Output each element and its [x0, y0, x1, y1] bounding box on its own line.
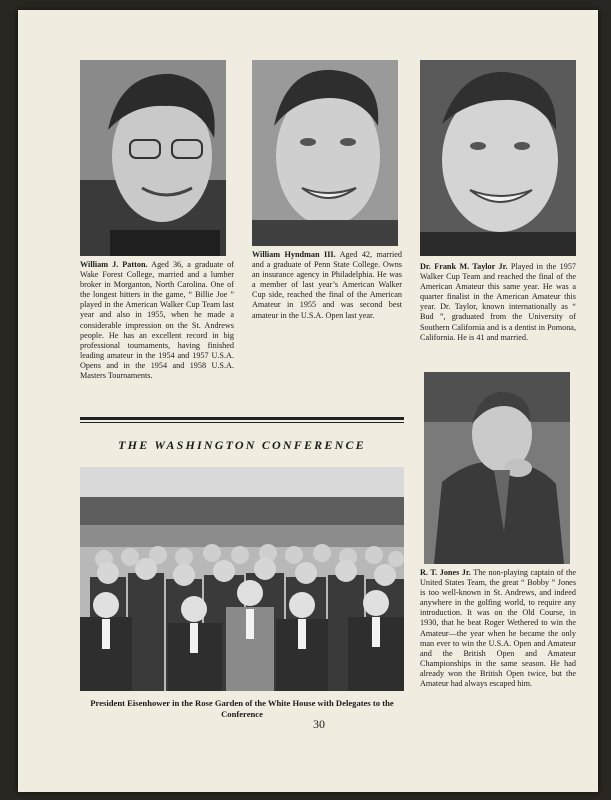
- profile-caption-jones: [420, 568, 576, 689]
- portrait-photo-jones: [424, 372, 570, 564]
- profile-text: The non-playing captain of the United States Team, the great “ Bobby ” Jones is too well-known in St. Andrews, and indeed anywhere in the golfing world, to require any introduction. It was on the Old Course, in 1930, that he beat Roger Wethered to win the Amateur—the year when he became the only man ever to win the U.S.A. Open and Amateur and the British Open and Amateur Championships in the same season. He had already won the British Open twice, but the Amateur had always escaped him.: [420, 568, 576, 689]
- section-rule-thick: [80, 417, 404, 420]
- profile-name: William J. Patton.: [80, 260, 148, 269]
- portrait-photo-taylor: [420, 60, 576, 256]
- profile-caption-patton: [80, 260, 234, 381]
- profile-text: Aged 42, married and a graduate of Penn State College. Owns an insurance agency in Philadelphia. He was a member of last year’s American Walker Cup side, reached the final of the American Amateur in 1955 and was second best amateur in the U.S.A. Open last year.: [252, 250, 402, 320]
- profile-caption-hyndman: [252, 250, 402, 321]
- profile-name: R. T. Jones Jr.: [420, 568, 471, 577]
- section-title: THE WASHINGTON CONFERENCE: [118, 438, 366, 452]
- page-number: 30: [313, 717, 325, 731]
- section-rule-thin: [80, 422, 404, 423]
- portrait-photo-patton: [80, 60, 226, 256]
- magazine-page: [18, 10, 598, 792]
- profile-name: Dr. Frank M. Taylor Jr.: [420, 262, 508, 271]
- profile-text: Played in the 1957 Walker Cup Team and reached the final of the American Amateur this same year. He was a quarter finalist in the American Amateur this year. Dr. Taylor, known internationally as “ Bud ”, graduated from the University of Southern California and is a dentist in Pomona, California. He is 41 and married.: [420, 262, 577, 342]
- portrait-photo-hyndman: [252, 60, 398, 246]
- group-photo-caption: President Eisenhower in the Rose Garden of the White House with Delegates to the Conference: [90, 698, 394, 719]
- profile-text: Aged 36, a graduate of Wake Forest College, married and a lumber broker in Morganton, North Carolina. One of the longest hitters in the game, “ Billie Joe ” played in the American Walker Cup Team last year and also in 1955, when he made a considerable impression on the St. Andrews people. He has an excellent record in big professional tournaments, having finished leading amateur in the 1954 and 1957 U.S.A. Opens and in the 1954 and 1958 U.S.A. Masters Tournaments.: [80, 260, 234, 381]
- profile-name: William Hyndman III.: [252, 250, 336, 259]
- group-photo-rose-garden: [80, 467, 404, 691]
- profile-caption-taylor: [420, 262, 576, 343]
